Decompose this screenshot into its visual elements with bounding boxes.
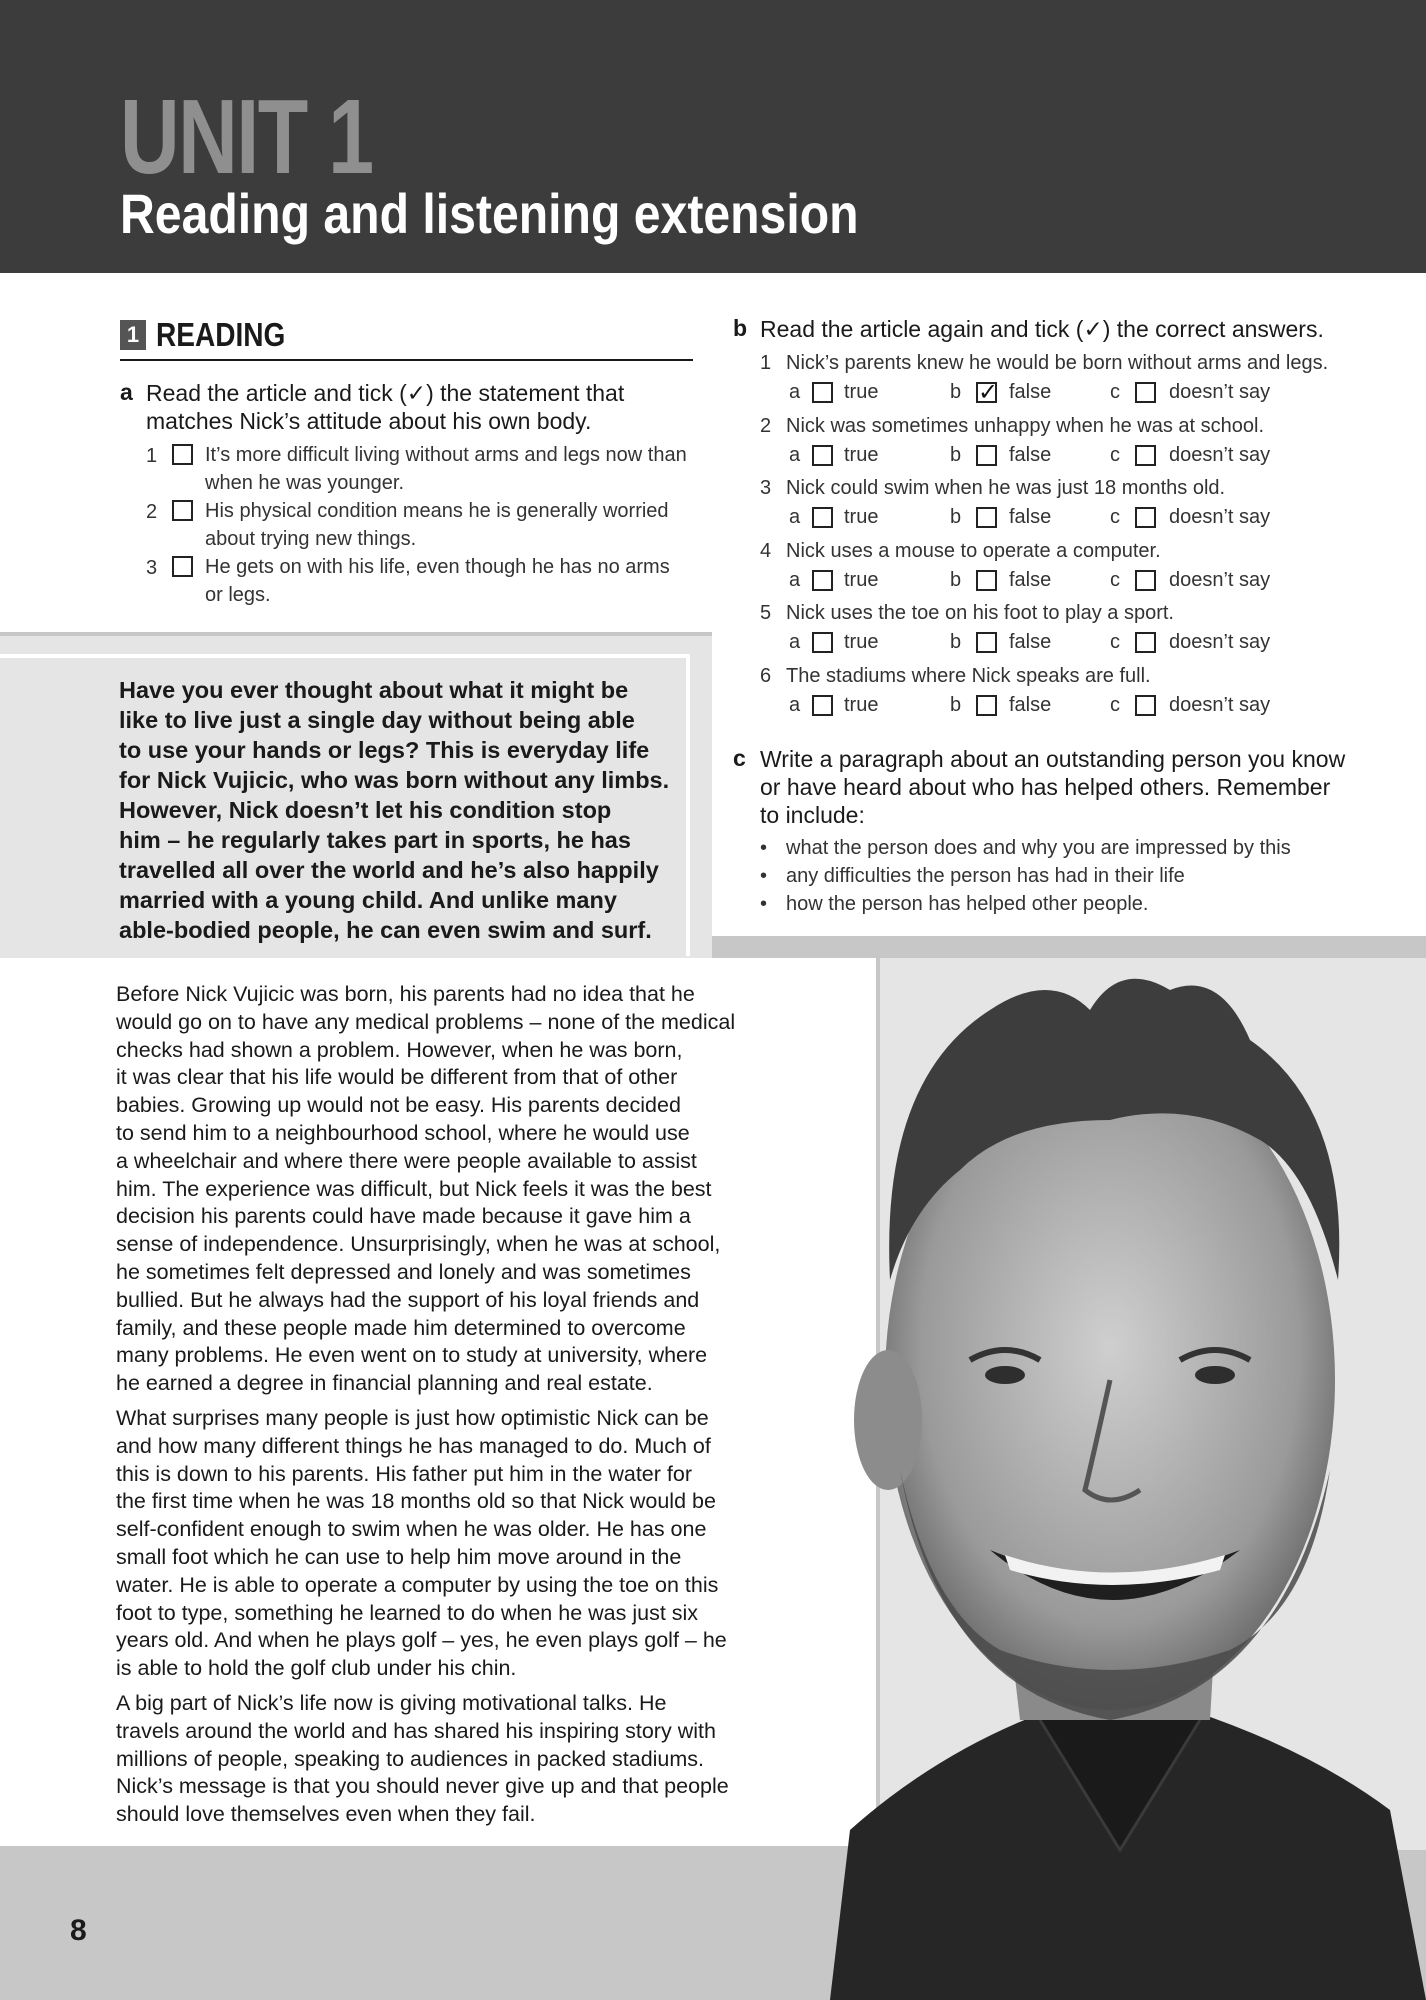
question-b-item-5-checkbox[interactable] <box>1135 632 1156 653</box>
article-intro <box>119 675 679 945</box>
paragraph-2-line: water. He is able to operate a computer by using the toe on this <box>116 1572 719 1597</box>
section-heading <box>120 316 308 354</box>
paragraph-2-line: self-confident enough to swim when he was older. He has one <box>116 1517 707 1542</box>
question-b-item-1-choice-label: doesn’t say <box>1169 381 1271 403</box>
question-b-item-4-choice-letter: a <box>789 568 801 591</box>
question-b-item-5-number: 5 <box>760 602 772 624</box>
question-b-item-1-checkbox[interactable] <box>976 382 997 403</box>
question-b-item-1-choice-label: true <box>844 381 879 403</box>
question-b-item-3-choice-letter: c <box>1110 506 1120 528</box>
question-b-item-6-choice-label: true <box>844 693 879 716</box>
paragraph-2-line: years old. And when he plays golf – yes, he even plays golf – he <box>116 1628 727 1653</box>
grey-panel-strip <box>0 632 712 636</box>
question-b-item-2-checkbox[interactable] <box>976 445 997 466</box>
option-a2-text-1: His physical condition means he is generally worried <box>205 500 669 522</box>
article-paragraph-1 <box>116 981 791 1398</box>
question-b-item-6-choice-letter: c <box>1110 693 1120 716</box>
question-b-item-6-choice-label: false <box>1009 693 1052 716</box>
paragraph-3-line: A big part of Nick’s life now is giving motivational talks. He <box>116 1690 667 1715</box>
question-b-item-3-checkbox[interactable] <box>976 507 997 528</box>
intro-line: for Nick Vujicic, who was born without any limbs. <box>119 767 670 793</box>
question-b-item-3-choice-label: true <box>844 506 879 528</box>
paragraph-1-line: family, and these people made him determined to overcome <box>116 1315 686 1340</box>
question-b-item-2-choice-label: doesn’t say <box>1169 443 1271 466</box>
paragraph-3-line: Nick’s message is that you should never give up and that people <box>116 1774 729 1799</box>
page-number: 8 <box>70 1914 87 1947</box>
paragraph-2-line: the first time when he was 18 months old so that Nick would be <box>116 1489 716 1514</box>
question-b-item-6-checkbox[interactable] <box>976 695 997 716</box>
question-b-item-3-choice-letter: b <box>950 506 962 528</box>
question-b-item-5-choice-letter: a <box>789 631 801 653</box>
question-b-item-1-text: Nick’s parents knew he would be born without arms and legs. <box>786 352 1329 374</box>
paragraph-1-line: checks had shown a problem. However, when he was born, <box>116 1037 683 1062</box>
question-b-item-2-checkbox[interactable] <box>812 445 833 466</box>
paragraph-1-line: it was clear that his life would be different from that of other <box>116 1065 678 1090</box>
paragraph-2-line: foot to type, something he learned to do when he was just six <box>116 1600 699 1625</box>
question-b-item-4-choice-label: true <box>844 568 879 591</box>
question-b-item-3-choice-label: doesn’t say <box>1169 506 1271 528</box>
option-a1-text-1: It’s more difficult living without arms and legs now than <box>205 444 687 466</box>
paragraph-1-line: he earned a degree in financial planning and real estate. <box>116 1371 653 1396</box>
option-a1-checkbox[interactable] <box>172 444 193 465</box>
question-b-item-4-checkbox[interactable] <box>812 570 833 591</box>
paragraph-3-line: millions of people, speaking to audiences in packed stadiums. <box>116 1746 705 1771</box>
question-b-item-1-choice-letter: c <box>1110 381 1120 403</box>
page-title: Reading and listening extension <box>120 182 859 245</box>
question-b-item-5-choice-letter: b <box>950 631 962 653</box>
question-b-prompt: Read the article again and tick (✓) the correct answers. <box>760 316 1324 342</box>
question-b-item-6-choice-letter: a <box>789 693 801 716</box>
paragraph-1-line: to send him to a neighbourhood school, where he would use <box>116 1120 690 1145</box>
question-c-bullet-2: • any difficulties the person has had in their life <box>786 865 1185 888</box>
question-b-item-1-checkbox[interactable] <box>812 382 833 403</box>
option-a3-number: 3 <box>146 557 158 579</box>
question-b-item-5-choice-letter: c <box>1110 631 1120 653</box>
intro-line: able-bodied people, he can even swim and surf. <box>119 917 652 943</box>
question-b-item-3-choice-letter: a <box>789 506 801 528</box>
question-c-prompt-1: Write a paragraph about an outstanding person you know <box>760 746 1346 772</box>
question-b-item-6-choice-letter: b <box>950 693 962 716</box>
question-c-bullet-1: • what the person does and why you are impressed by this <box>786 837 1291 860</box>
option-a3-text-2: or legs. <box>205 584 271 606</box>
question-b-item-6-text: The stadiums where Nick speaks are full. <box>786 664 1151 687</box>
paragraph-1-line: would go on to have any medical problems – none of the medical <box>116 1009 736 1034</box>
question-c-letter: c <box>733 745 746 771</box>
question-b-letter: b <box>733 315 748 341</box>
question-b-item-2-choice-letter: b <box>950 443 962 466</box>
paragraph-3-line: travels around the world and has shared his inspiring story with <box>116 1718 716 1743</box>
paragraph-1-line: him. The experience was difficult, but Nick feels it was the best <box>116 1176 712 1201</box>
question-b-item-6-checkbox[interactable] <box>812 695 833 716</box>
article-paragraph-2 <box>116 1405 791 1683</box>
question-a-prompt-1: Read the article and tick (✓) the statement that <box>146 380 625 406</box>
option-a3-text-1: He gets on with his life, even though he has no arms <box>205 556 670 578</box>
question-b-item-6-number: 6 <box>760 664 772 687</box>
intro-line: him – he regularly takes part in sports, he has <box>119 827 631 853</box>
question-b-item-5-checkbox[interactable] <box>976 632 997 653</box>
paragraph-3-line: should love themselves even when they fail. <box>116 1802 536 1827</box>
paragraph-1-line: decision his parents could have made because it gave him a <box>116 1204 691 1229</box>
question-b-item-2-checkbox[interactable] <box>1135 445 1156 466</box>
unit-header <box>0 0 1426 273</box>
paragraph-2-line: small foot which he can use to help him move around in the <box>116 1544 682 1569</box>
question-b-item-2-choice-letter: c <box>1110 443 1120 466</box>
question-b-item-5-choice-label: false <box>1009 631 1052 653</box>
question-b-item-6-choice-label: doesn’t say <box>1169 693 1271 716</box>
question-b-item-5-text: Nick uses the toe on his foot to play a sport. <box>786 602 1174 624</box>
paragraph-1-line: he sometimes felt depressed and lonely and was sometimes <box>116 1259 691 1284</box>
question-b-item-1-checkbox[interactable] <box>1135 382 1156 403</box>
question-b-item-5-choice-label: true <box>844 631 879 653</box>
question-b-item-4-checkbox[interactable] <box>976 570 997 591</box>
question-b-item-2-choice-label: true <box>844 443 879 466</box>
paragraph-1-line: sense of independence. Unsurprisingly, when he was at school, <box>116 1232 721 1257</box>
question-c-prompt-3: to include: <box>760 802 865 828</box>
paragraph-1-line: Before Nick Vujicic was born, his parents had no idea that he <box>116 982 695 1006</box>
paragraph-2-line: this is down to his parents. His father put him in the water for <box>116 1461 692 1486</box>
paragraph-2-line: What surprises many people is just how optimistic Nick can be <box>116 1405 709 1430</box>
intro-line: like to live just a single day without being able <box>119 707 635 733</box>
question-c-prompt-2: or have heard about who has helped others. Remember <box>760 774 1331 800</box>
paragraph-2-line: and how many different things he has managed to do. Much of <box>116 1433 711 1458</box>
paragraph-1-line: a wheelchair and where there were people available to assist <box>116 1148 697 1173</box>
option-a2-checkbox[interactable] <box>172 500 193 521</box>
question-b-item-5-choice-label: doesn’t say <box>1169 631 1271 653</box>
question-b-item-1-choice-label: false <box>1009 381 1052 403</box>
question-b-item-4-checkbox[interactable] <box>1135 570 1156 591</box>
section-number: 1 <box>120 320 146 350</box>
question-b-item-2-choice-letter: a <box>789 443 801 466</box>
article-body <box>116 981 791 1836</box>
question-b-item-4-choice-label: false <box>1009 568 1052 591</box>
option-a1-number: 1 <box>146 445 158 467</box>
paragraph-1-line: many problems. He even went on to study at university, where <box>116 1343 708 1368</box>
paragraph-1-line: babies. Growing up would not be easy. His parents decided <box>116 1093 681 1118</box>
portrait-photo <box>790 950 1426 2000</box>
option-a2-number: 2 <box>146 501 158 523</box>
question-b-item-2-text: Nick was sometimes unhappy when he was at school. <box>786 414 1265 437</box>
question-b-item-4-text: Nick uses a mouse to operate a computer. <box>786 539 1161 562</box>
question-c-bullet-3: • how the person has helped other people. <box>786 893 1149 916</box>
intro-line: However, Nick doesn’t let his condition stop <box>119 797 612 823</box>
intro-line: to use your hands or legs? This is everyday life <box>119 737 650 763</box>
question-b-item-6-checkbox[interactable] <box>1135 695 1156 716</box>
question-b-item-3-checkbox[interactable] <box>1135 507 1156 528</box>
option-a1-text-2: when he was younger. <box>205 472 405 494</box>
question-b-item-5-checkbox[interactable] <box>812 632 833 653</box>
question-b-item-3-choice-label: false <box>1009 506 1052 528</box>
intro-line: Have you ever thought about what it might be <box>119 677 629 703</box>
question-b-item-4-choice-letter: b <box>950 568 962 591</box>
question-a-prompt-2: matches Nick’s attitude about his own body. <box>146 408 592 434</box>
question-b-item-4-choice-label: doesn’t say <box>1169 568 1271 591</box>
section-label: READING <box>156 316 286 353</box>
question-b-item-3-text: Nick could swim when he was just 18 months old. <box>786 477 1226 499</box>
option-a2-text-2: about trying new things. <box>205 528 417 550</box>
option-a3-checkbox[interactable] <box>172 556 193 577</box>
question-b-item-1-choice-letter: a <box>789 381 801 403</box>
question-b-item-3-number: 3 <box>760 477 772 499</box>
question-b-item-1-number: 1 <box>760 352 772 374</box>
question-b-item-2-choice-label: false <box>1009 443 1052 466</box>
question-b-item-1-choice-letter: b <box>950 381 962 403</box>
question-b-item-4-choice-letter: c <box>1110 568 1120 591</box>
section-rule <box>120 359 693 361</box>
article-paragraph-3 <box>116 1690 791 1829</box>
question-b-item-2-number: 2 <box>760 414 772 437</box>
intro-line: married with a young child. And unlike many <box>119 887 617 913</box>
question-b-item-4-number: 4 <box>760 539 772 562</box>
unit-title: UNIT 1 <box>120 78 373 196</box>
intro-line: travelled all over the world and he’s also happily <box>119 857 659 883</box>
paragraph-2-line: is able to hold the golf club under his chin. <box>116 1656 517 1681</box>
paragraph-1-line: bullied. But he always had the support of his loyal friends and <box>116 1287 700 1312</box>
question-a-letter: a <box>120 379 133 405</box>
question-b-item-3-checkbox[interactable] <box>812 507 833 528</box>
